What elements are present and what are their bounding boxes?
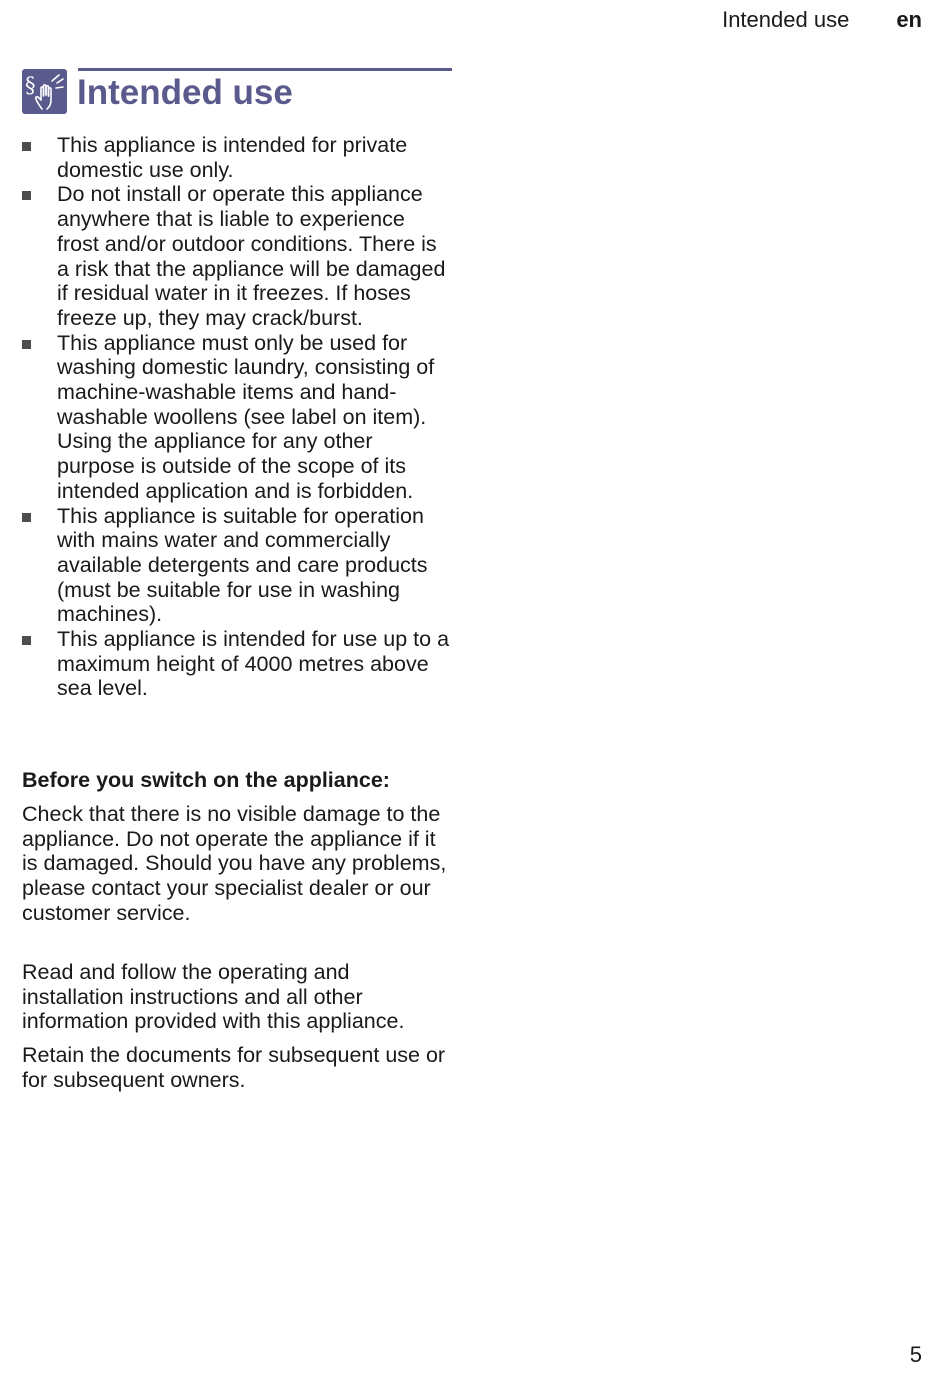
square-bullet-icon <box>22 340 31 349</box>
paragraph-read-instructions: Read and follow the operating and installation instructions and all other information provided with this appliance. <box>22 960 405 1034</box>
page-number: 5 <box>909 1342 922 1367</box>
list-item-text: Do not install or operate this appliance anywhere that is liable to experience frost and/or outdoor conditions. There is a risk that the appliance will be damaged if residual water in it freezes. If hoses freeze up, they may crack/burst. <box>57 182 446 330</box>
square-bullet-icon <box>22 142 31 151</box>
list-item-text: This appliance must only be used for washing domestic laundry, consisting of machine-washable items and hand-washable woollens (see label on item). Using the appliance for any other purpose is outside of the scope of its intended application and is forbidden. <box>57 330 435 503</box>
page-title: Intended use <box>77 73 293 112</box>
svg-text:§: § <box>25 73 36 97</box>
header-language-code: en <box>896 7 922 32</box>
list-item <box>22 182 452 330</box>
square-bullet-icon <box>22 191 31 200</box>
paragraph-retain-documents: Retain the documents for subsequent use or for subsequent owners. <box>22 1043 446 1092</box>
list-item <box>22 504 452 628</box>
square-bullet-icon <box>22 513 31 522</box>
running-header <box>722 6 922 34</box>
list-item-text: This appliance is intended for private domestic use only. <box>57 133 408 182</box>
list-item-text: This appliance is suitable for operation with mains water and commercially available detergents and care products (must be suitable for use in washing machines). <box>57 503 428 627</box>
intended-use-list <box>22 133 452 701</box>
list-item-text: This appliance is intended for use up to a maximum height of 4000 metres above sea level. <box>57 627 450 701</box>
paragraph-check-damage: Check that there is no visible damage to the appliance. Do not operate the appliance if it is damaged. Should you have any problems, please contact your specialist dealer or our customer service. <box>22 802 447 925</box>
list-item <box>22 133 452 182</box>
header-section-name: Intended use <box>722 7 850 32</box>
subsection-heading: Before you switch on the appliance: <box>22 768 390 792</box>
title-rule <box>78 68 452 71</box>
list-item <box>22 627 452 701</box>
square-bullet-icon <box>22 636 31 645</box>
legal-hand-icon <box>22 69 67 114</box>
list-item <box>22 331 452 504</box>
